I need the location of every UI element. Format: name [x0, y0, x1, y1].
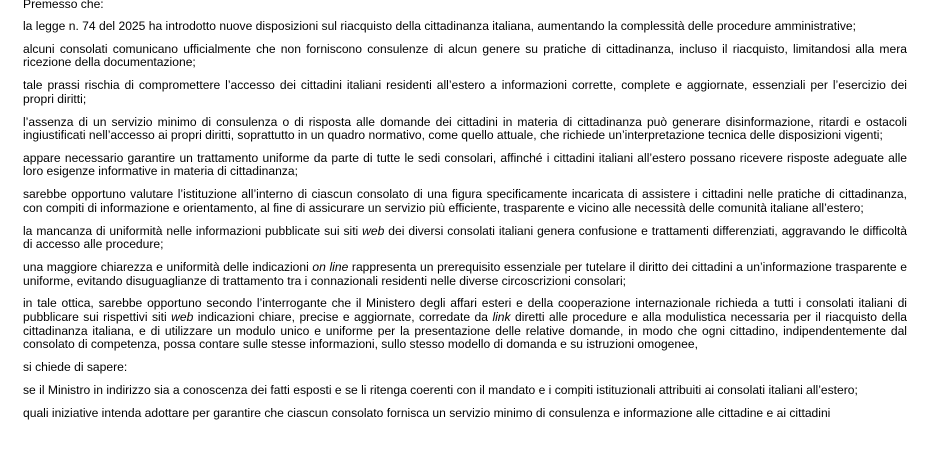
document-body [23, 0, 907, 429]
paragraph-text: la legge n. 74 del 2025 ha introdotto nuove disposizioni sul riacquisto della cittadinanza italiana, aumentando la complessità delle procedure amministrative; [23, 18, 856, 33]
paragraph [23, 225, 907, 252]
paragraph-text: la mancanza di uniformità nelle informazioni pubblicate sui siti [23, 223, 363, 238]
paragraph [23, 43, 907, 70]
paragraph-text: tale prassi rischia di compromettere l’accesso dei cittadini italiani residenti all’estero a informazioni corrette, complete e aggiornate, essenziali per l’esercizio dei propri diritti; [23, 78, 907, 106]
paragraph [23, 116, 907, 143]
italic-term: web [171, 309, 194, 324]
paragraph [23, 152, 907, 179]
italic-term: link [492, 309, 511, 324]
paragraph [23, 384, 907, 398]
italic-term: on line [312, 260, 349, 275]
paragraph-text: appare necessario garantire un trattamento uniforme da parte di tutte le sedi consolari, affinché i cittadini italiani all’estero possano ricevere risposte adeguate alle loro esigenze informative in materia di cittadinanza; [23, 150, 907, 179]
paragraph [23, 79, 907, 106]
paragraph-text: se il Ministro in indirizzo sia a conoscenza dei fatti esposti e se li ritenga coerenti con il mandato e i compiti istituzionali attribuiti ai consolati italiani all’estero; [23, 382, 858, 397]
paragraph-text: una maggiore chiarezza e uniformità delle indicazioni [23, 260, 313, 275]
paragraph [23, 188, 907, 215]
paragraph [23, 297, 907, 351]
paragraph-text: alcuni consolati comunicano ufficialmente che non forniscono consulenze di alcun genere su pratiche di cittadinanza, incluso il riacquisto, limitandosi alla mera ricezione della documentazione; [23, 41, 907, 70]
paragraph [23, 20, 907, 34]
paragraph-text: in tale ottica, sarebbe opportuno secondo l’interrogante che il Ministero degli affari esteri e della cooperazione internazionale richieda a tutti i consolati italiani di pubblicare sui rispettivi siti [23, 296, 907, 324]
paragraph-text: diretti alle procedure e alla modulistica necessaria per il riacquisto della cittadinanza italiana, e di utilizzare un modulo unico e uniforme per la presentazione delle relative domande, in modo che ogni cittadino, indipendentemente dal consolato di competenza, possa contare sulle stesse informazioni, sullo stesso modello di domanda e su istruzioni omogenee, [23, 309, 907, 352]
paragraph-text: indicazioni chiare, precise e aggiornate, corredate da [193, 309, 493, 324]
paragraph-text: l’assenza di un servizio minimo di consulenza o di risposta alle domande dei cittadini in materia di cittadinanza può generare disinformazione, ritardi e ostacoli ingiustificati nell’accesso ai propri diritti, soprattutto in un quadro normativo, come quello attuale, che richiede un’interpretazione tecnica delle disposizioni vigenti; [23, 114, 907, 143]
paragraph-text: dei diversi consolati italiani genera confusione e trattamenti differenziati, aggravando le difficoltà di accesso alle procedure; [23, 223, 907, 252]
paragraph-text: sarebbe opportuno valutare l’istituzione all’interno di ciascun consolato di una figura specificamente incaricata di assistere i cittadini nelle pratiche di cittadinanza, con compiti di informazione e orientamento, al fine di assicurare un servizio più efficiente, trasparente e vicino alle necessità delle comunità italiane all’estero; [23, 187, 907, 215]
paragraph [23, 361, 907, 375]
paragraph-text: si chiede di sapere: [23, 359, 128, 374]
paragraph-text: rappresenta un prerequisito essenziale per tutelare il diritto dei cittadini a un’informazione trasparente e uniforme, evitando disuguaglianze di trattamento tra i connazionali residenti nelle diverse circoscrizioni consolari; [23, 260, 907, 288]
paragraph [23, 407, 907, 421]
paragraph-text: quali iniziative intenda adottare per garantire che ciascun consolato fornisca un servizio minimo di consulenza e informazione alle cittadine e ai cittadini [23, 405, 831, 420]
document-heading: Premesso che: [23, 0, 104, 11]
paragraph [23, 261, 907, 288]
paragraph-list [23, 20, 907, 420]
italic-term: web [362, 223, 385, 238]
